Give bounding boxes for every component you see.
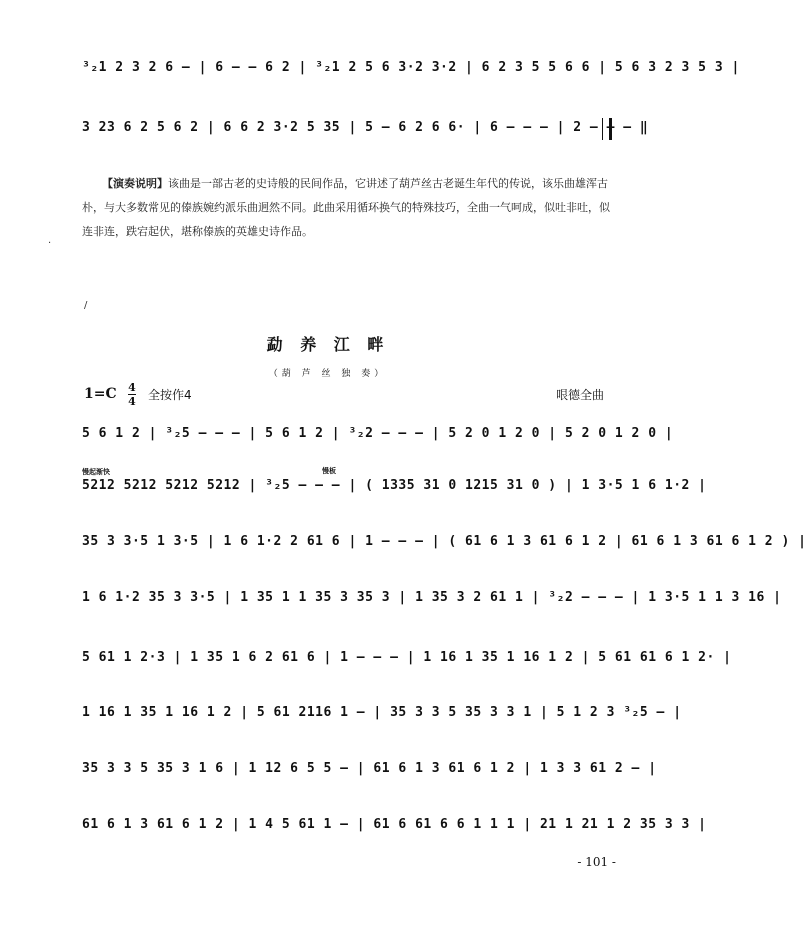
score-line-4 [82, 588, 782, 612]
staff-line-top-1 [82, 58, 740, 82]
performance-note-body: 该曲是一部古老的史诗般的民间作品，它讲述了葫芦丝古老诞生年代的传说，该乐曲雄浑古朴，与大多数常见的傣族婉约派乐曲迥然不同。此曲采用循环换气的特殊技巧，全曲一气呵成，似吐非吐，似连非连，跌宕起伏，堪称傣族的英雄史诗作品。 [82, 177, 610, 238]
final-barline [602, 118, 612, 140]
score-line-5 [82, 648, 732, 672]
piece-subtitle: （葫 芦 丝 独 奏） [268, 369, 388, 379]
notation-text: 5 6 1 2 | ³₂5 – – – | 5 6 1 2 | ³₂2 – – – | 5 2 0 1 2 0 | 5 2 0 1 2 0 | [82, 426, 674, 441]
score-line-3 [82, 532, 806, 556]
fingering-note: 全按作4 [148, 388, 192, 402]
notation-text: 35 3 3·5 1 3·5 | 1 6 1·2 2 61 6 | 1 – – – | ( 61 6 1 3 61 6 1 2 | 61 6 1 3 61 6 1 2 ) | [82, 534, 806, 549]
time-signature [128, 382, 136, 407]
piece-title: 勐 养 江 畔 [266, 335, 390, 354]
score-line-7 [82, 759, 657, 783]
key-signature: 1=C [84, 386, 117, 402]
performance-note [82, 172, 610, 244]
time-signature-top: 4 [128, 381, 136, 394]
notation-text: 1 6 1·2 35 3 3·5 | 1 35 1 1 35 3 35 3 | 1 35 3 2 61 1 | ³₂2 – – – | 1 3·5 1 1 3 16 | [82, 590, 782, 605]
notation-text: 5212 5212 5212 5212 | ³₂5 – – – | ( 1335 31 0 1215 31 0 ) | 1 3·5 1 6 1·2 | [82, 478, 707, 493]
page-number: - 101 - [577, 855, 616, 869]
stray-mark: / [84, 300, 88, 311]
score-line-8 [82, 815, 707, 839]
composer: 哏德全曲 [555, 388, 604, 402]
notation-text: 35 3 3 5 35 3 1 6 | 1 12 6 5 5 – | 61 6 1 3 61 6 1 2 | 1 3 3 61 2 – | [82, 761, 657, 776]
notation-text: 61 6 1 3 61 6 1 2 | 1 4 5 61 1 – | 61 6 61 6 6 1 1 1 | 21 1 21 1 2 35 3 3 | [82, 817, 707, 832]
notation-text: 5 61 1 2·3 | 1 35 1 6 2 61 6 | 1 – – – | 1 16 1 35 1 16 1 2 | 5 61 61 6 1 2· | [82, 650, 732, 665]
tempo-mark-slow: 慢板 [322, 466, 336, 475]
notation-text: 1 16 1 35 1 16 1 2 | 5 61 2116 1 – | 35 3 3 5 35 3 3 1 | 5 1 2 3 ³₂5 – | [82, 705, 682, 720]
time-signature-bottom: 4 [128, 395, 136, 408]
score-line-1 [82, 424, 674, 448]
score-line-6 [82, 703, 682, 727]
notation-text: 3 23 6 2 5 6 2 | 6 6 2 3·2 5 35 | 5 – 6 2 6 6· | 6 – – – | 2 – – – ‖ [82, 120, 649, 135]
staff-line-top-2 [82, 118, 649, 142]
notation-text: ³₂1 2 3 2 6 – | 6 – – 6 2 | ³₂1 2 5 6 3·2 3·2 | 6 2 3 5 5 6 6 | 5 6 3 2 3 5 3 | [82, 60, 740, 75]
tempo-mark-accel: 慢起渐快 [82, 467, 110, 476]
stray-mark: · [48, 238, 52, 249]
score-line-2 [82, 476, 707, 500]
performance-note-heading: 【演奏说明】 [102, 177, 168, 190]
